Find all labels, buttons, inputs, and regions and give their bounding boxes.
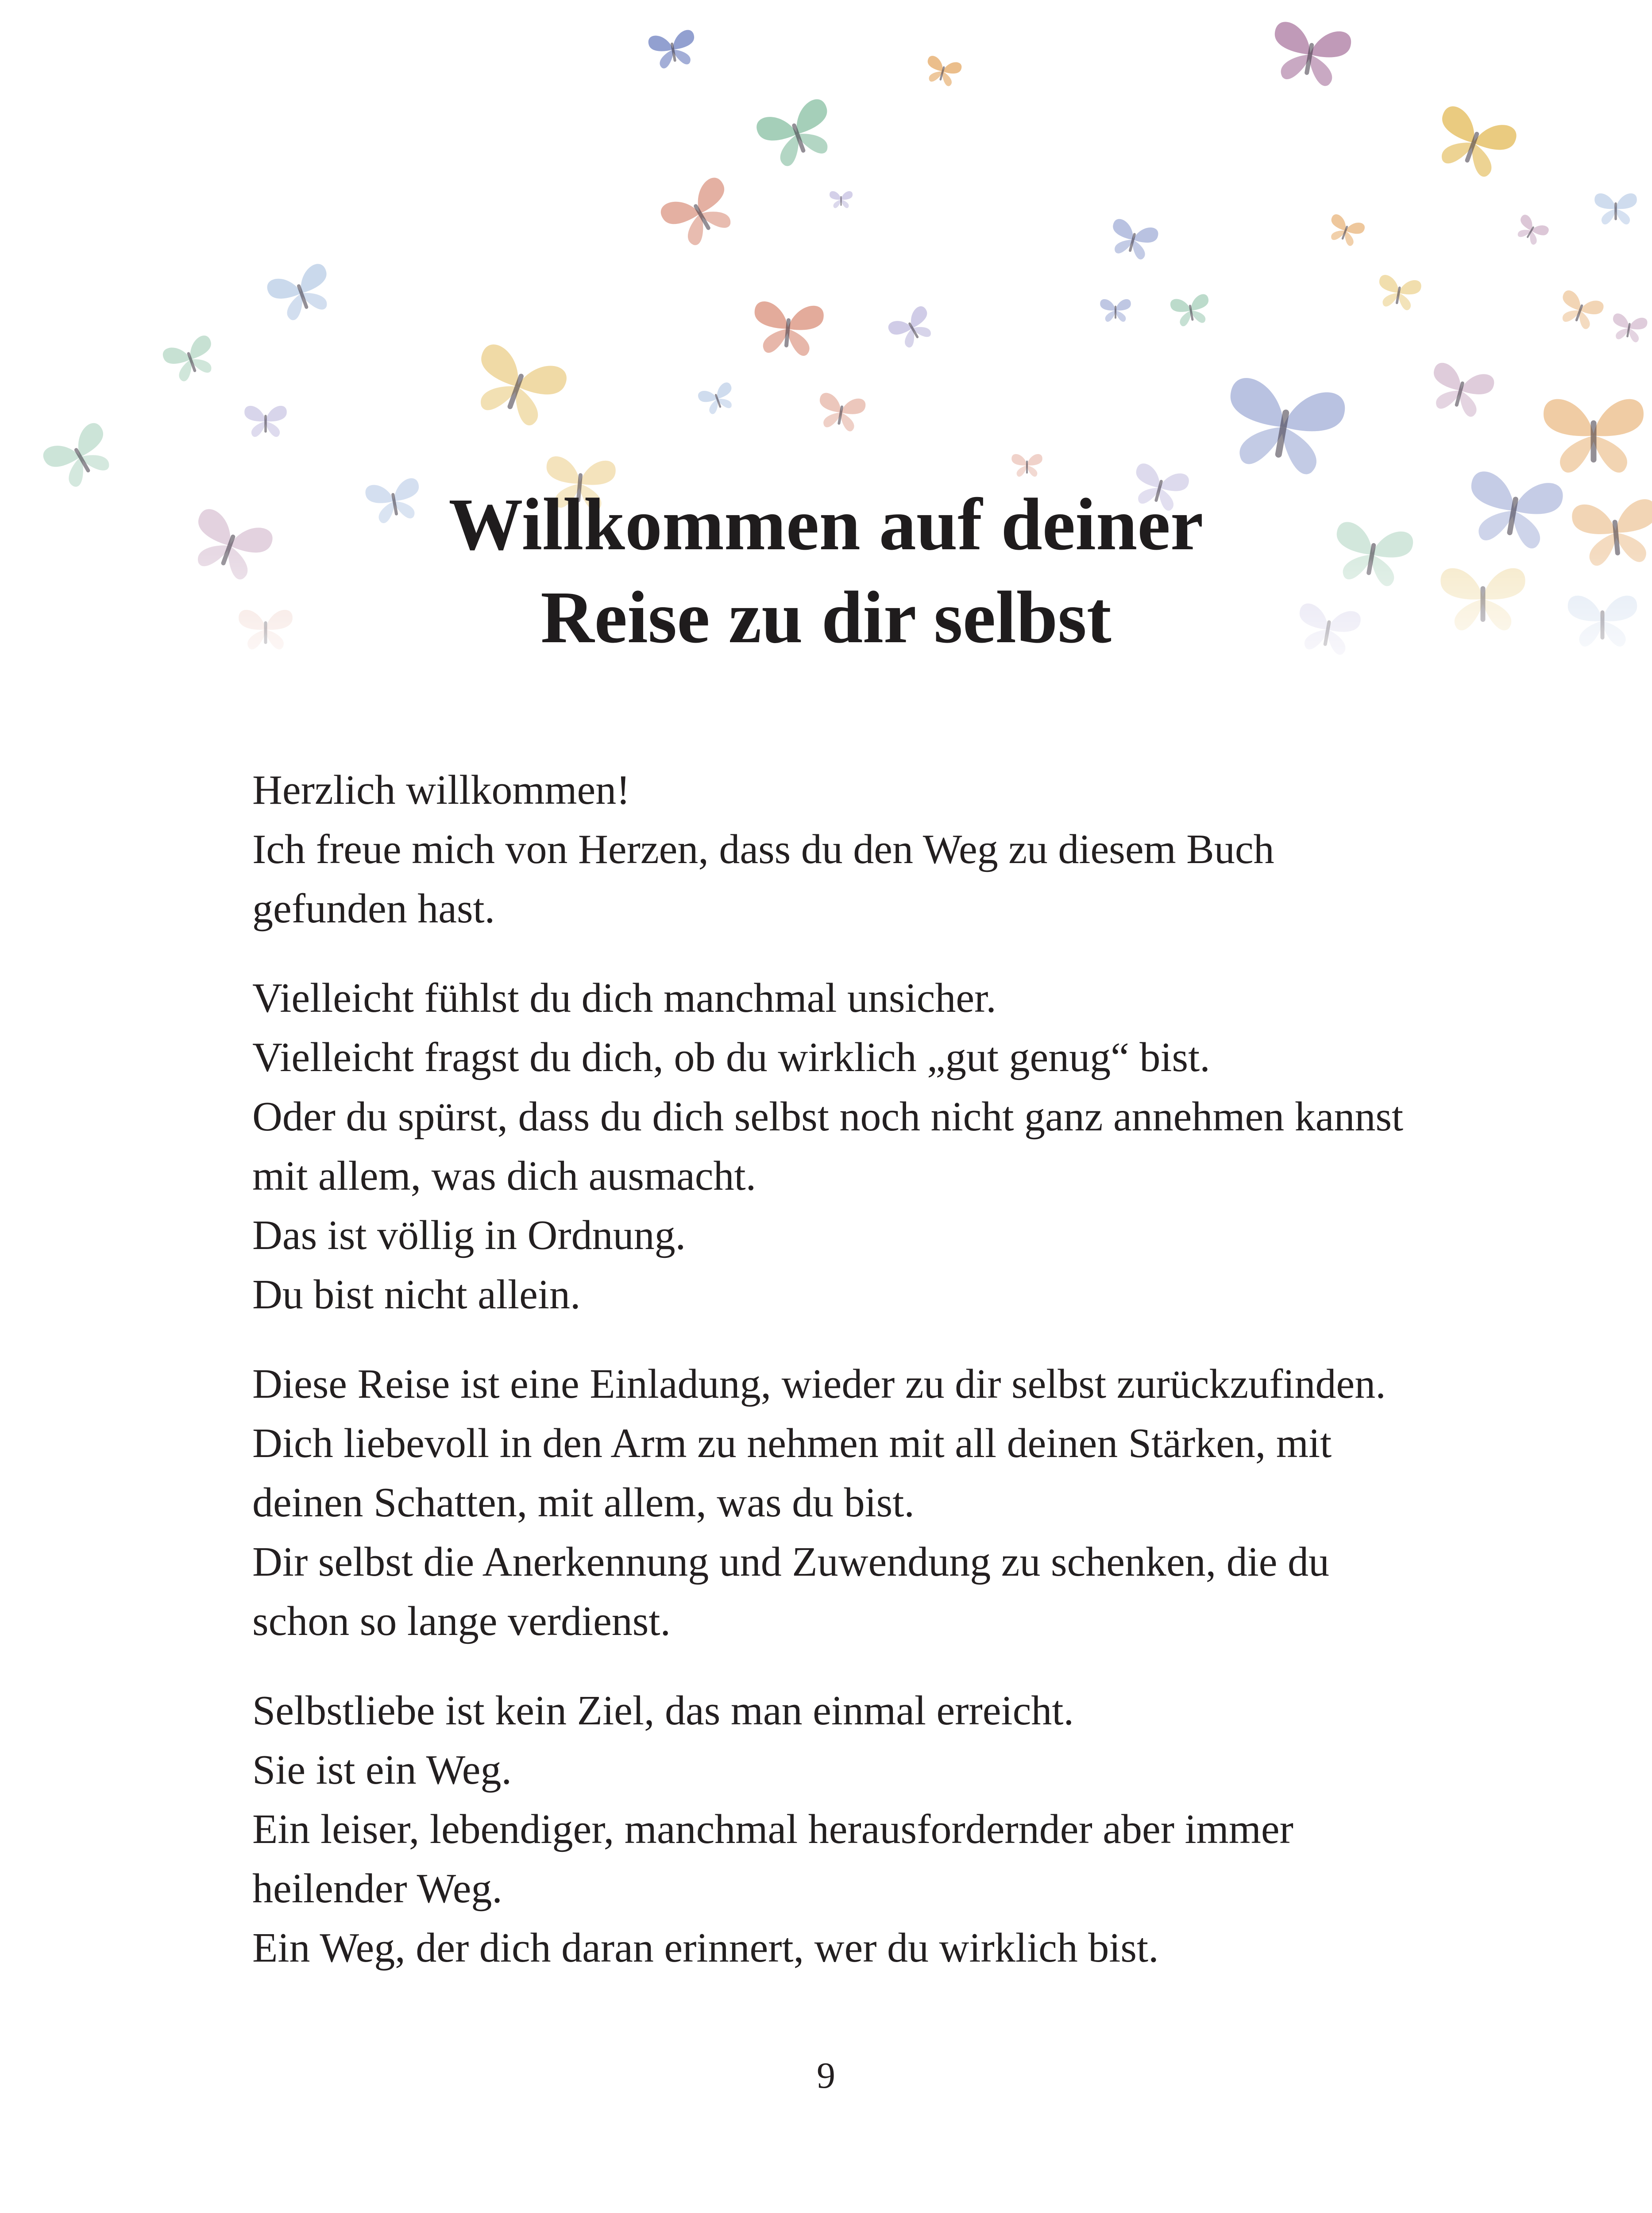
page-title (0, 478, 1652, 664)
title-line-1: Willkommen auf deiner (448, 483, 1204, 566)
title-line-2: Reise zu dir selbst (540, 576, 1112, 659)
text-line: Herzlich willkommen! (252, 767, 630, 813)
text-line: Diese Reise ist eine Einladung, wieder zu dir selbst zurückzufinden. (252, 1361, 1386, 1407)
text-line: gefunden hast. (252, 886, 495, 932)
paragraph-3 (252, 1354, 1514, 1651)
text-line: Vielleicht fragst du dich, ob du wirklich „gut genug“ bist. (252, 1034, 1210, 1080)
paragraph-4 (252, 1681, 1514, 1978)
text-line: schon so lange verdienst. (252, 1598, 671, 1644)
text-line: Ein Weg, der dich daran erinnert, wer du wirklich bist. (252, 1925, 1159, 1971)
text-line: Selbstliebe ist kein Ziel, das man einmal erreicht. (252, 1688, 1074, 1734)
text-line: Sie ist ein Weg. (252, 1747, 512, 1793)
page-number: 9 (817, 2055, 835, 2096)
text-line: Vielleicht fühlst du dich manchmal unsicher. (252, 975, 996, 1021)
text-line: Oder du spürst, dass du dich selbst noch nicht ganz annehmen kannst (252, 1094, 1404, 1140)
text-line: Du bist nicht allein. (252, 1272, 581, 1318)
text-line: Das ist völlig in Ordnung. (252, 1212, 686, 1258)
paragraph-2 (252, 968, 1514, 1324)
text-line: Ein leiser, lebendiger, manchmal herausfordernder aber immer (252, 1806, 1293, 1852)
text-line: mit allem, was dich ausmacht. (252, 1153, 757, 1199)
text-line: Dich liebevoll in den Arm zu nehmen mit all deinen Stärken, mit (252, 1420, 1332, 1466)
paragraph-1 (252, 760, 1514, 938)
text-line: heilender Weg. (252, 1866, 502, 1912)
text-line: Dir selbst die Anerkennung und Zuwendung zu schenken, die du (252, 1539, 1330, 1585)
text-line: Ich freue mich von Herzen, dass du den Weg zu diesem Buch (252, 826, 1274, 872)
text-line: deinen Schatten, mit allem, was du bist. (252, 1480, 915, 1526)
body-text (252, 760, 1514, 2008)
